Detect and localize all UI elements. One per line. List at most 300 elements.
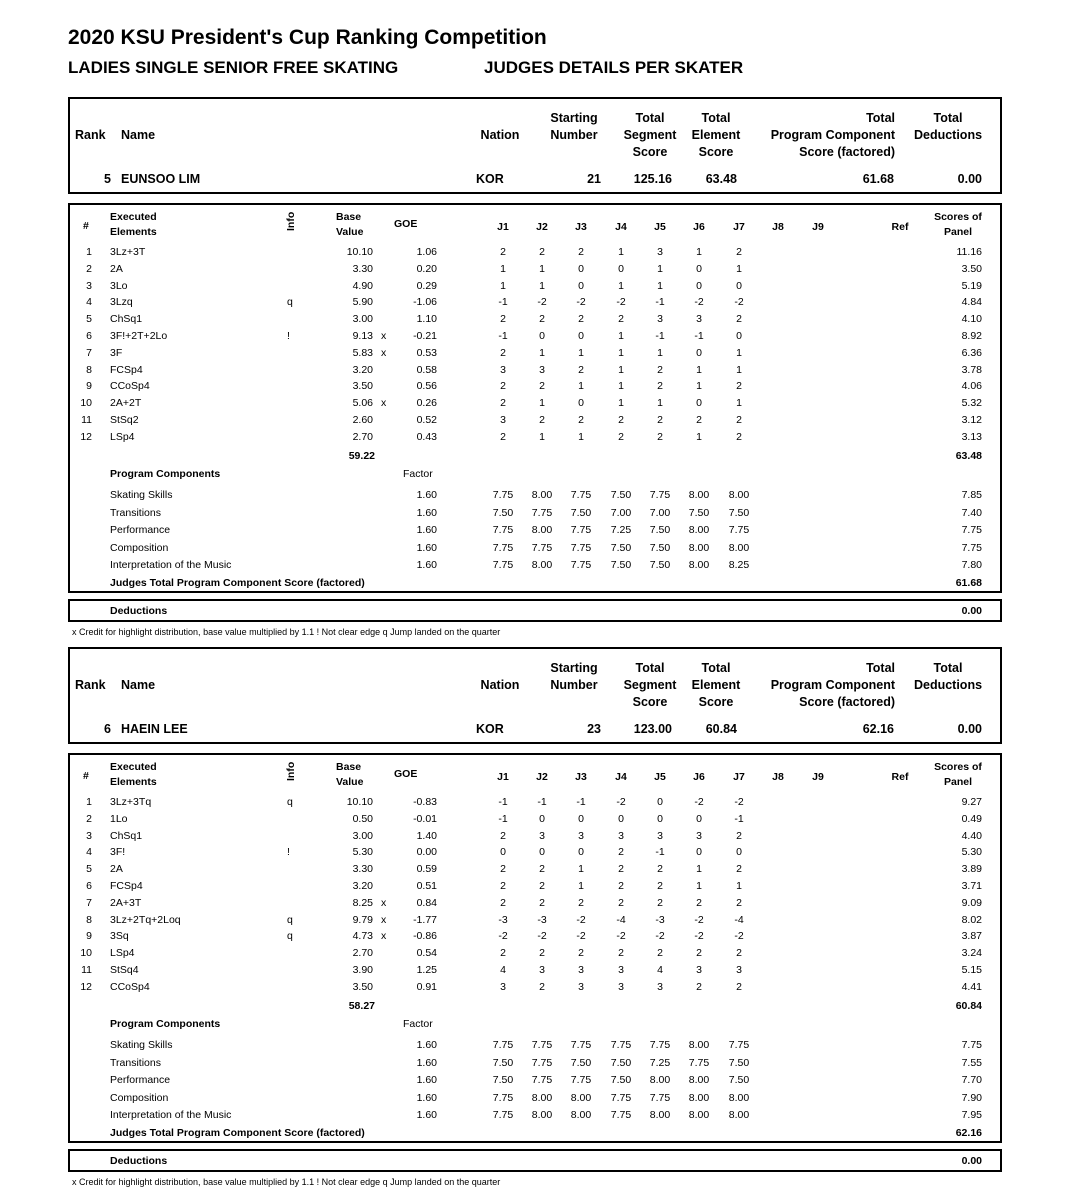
element-goe: 0.53	[416, 346, 437, 359]
element-number: 4	[86, 846, 92, 859]
element-panel-score: 5.15	[961, 964, 982, 976]
element-judge-score: 2	[657, 380, 663, 393]
element-judge-score: 1	[736, 397, 742, 410]
base-value-header: Base	[336, 211, 362, 223]
element-judge-score: 0	[578, 279, 584, 292]
scores-of-panel-header: Scores of	[934, 761, 982, 773]
element-code: 3F!+2T+2Lo	[110, 330, 168, 342]
element-base-value: 3.20	[352, 880, 373, 892]
element-judge-score: 1	[618, 397, 624, 410]
element-judge-score: 0	[696, 812, 702, 825]
element-judge-score: 3	[500, 980, 506, 993]
total-pcs-header: Total	[866, 111, 895, 125]
element-goe: -0.86	[413, 930, 437, 943]
component-judge-score: 8.00	[649, 1109, 671, 1122]
component-judge-score: 8.00	[688, 1091, 710, 1104]
element-judge-score: 0	[539, 330, 545, 342]
component-judge-score: 7.75	[570, 541, 592, 554]
rank-header: Rank	[75, 678, 106, 692]
element-judge-score: 0	[657, 796, 663, 808]
element-judge-score: 2	[657, 880, 663, 892]
element-judge-score: 2	[736, 246, 742, 258]
element-base-value: 3.00	[352, 313, 373, 326]
element-goe: 0.52	[416, 414, 437, 426]
component-factor: 1.60	[416, 506, 437, 519]
element-judge-score: 2	[618, 880, 624, 892]
element-judge-score: -1	[498, 812, 508, 825]
element-judge-score: 3	[736, 964, 742, 976]
element-code: 2A+3T	[110, 896, 142, 909]
element-judge-score: 1	[736, 880, 742, 892]
element-code: 2A	[110, 262, 123, 275]
element-judge-score: 2	[539, 896, 545, 909]
element-judge-score: -1	[537, 796, 547, 808]
element-number: 12	[80, 980, 92, 993]
component-judge-score: 7.75	[728, 524, 750, 537]
element-base-value: 2.70	[352, 947, 373, 960]
element-judge-score: 2	[618, 846, 624, 859]
element-judge-score: 2	[657, 430, 663, 443]
element-judge-score: 3	[657, 313, 663, 326]
element-base-value: 3.30	[352, 262, 373, 275]
component-judge-score: 7.75	[492, 1091, 514, 1104]
component-factor: 1.60	[416, 1074, 437, 1087]
component-judge-score: 8.00	[531, 524, 553, 537]
element-goe: 0.26	[416, 397, 437, 410]
component-judge-score: 7.50	[492, 1074, 514, 1087]
component-judge-score: 7.50	[492, 1056, 514, 1069]
judge-header-j3: J3	[575, 771, 587, 783]
total-element-score-header: Total	[701, 661, 731, 675]
element-number: 10	[80, 397, 92, 410]
element-base-value: 3.30	[352, 863, 373, 876]
element-judge-score: 3	[539, 363, 545, 376]
element-judge-score: -4	[734, 913, 744, 926]
element-judge-score: -1	[498, 296, 508, 309]
element-goe: 0.00	[416, 846, 437, 859]
event-subtitle: LADIES SINGLE SENIOR FREE SKATING	[68, 58, 399, 77]
component-factor: 1.60	[416, 1039, 437, 1051]
component-judge-score: 7.75	[570, 1039, 592, 1051]
component-panel-score: 7.95	[961, 1109, 982, 1122]
deductions-value: 0.00	[961, 605, 982, 617]
element-base-value: 2.60	[352, 414, 373, 426]
component-judge-score: 8.00	[649, 1074, 671, 1087]
component-judge-score: 8.00	[688, 524, 710, 537]
total-deductions-header: Total	[933, 111, 963, 125]
element-judge-score: -1	[655, 330, 665, 342]
element-judge-score: 1	[578, 380, 584, 393]
element-judge-score: 1	[578, 863, 584, 876]
element-panel-score: 3.71	[961, 880, 982, 892]
skater-name: HAEIN LEE	[121, 722, 188, 736]
element-panel-score: 4.10	[961, 313, 982, 326]
element-judge-score: 1	[578, 346, 584, 359]
element-goe: 0.51	[416, 880, 437, 892]
element-judge-score: -1	[498, 796, 508, 808]
element-base-value: 8.25	[352, 896, 373, 909]
component-judge-score: 7.50	[570, 1056, 592, 1069]
element-number: 10	[80, 947, 92, 960]
element-judge-score: 2	[657, 947, 663, 960]
component-panel-score: 7.80	[961, 559, 982, 572]
element-goe: -0.83	[413, 796, 437, 808]
element-judge-score: -2	[655, 930, 665, 943]
component-judge-score: 7.75	[610, 1109, 632, 1122]
element-judge-score: 2	[500, 397, 506, 410]
component-panel-score: 7.85	[961, 489, 982, 501]
element-judge-score: 2	[578, 414, 584, 426]
element-base-value: 9.13	[352, 330, 373, 342]
total-pcs-header: Program Component	[770, 128, 895, 142]
page-title: 2020 KSU President's Cup Ranking Competition	[68, 26, 547, 49]
component-judge-score: 8.00	[688, 1109, 710, 1122]
element-judge-score: 3	[657, 980, 663, 993]
element-base-value: 4.73	[352, 930, 373, 943]
executed-elements-header: Elements	[110, 226, 157, 238]
deductions-label: Deductions	[110, 1155, 168, 1167]
element-judge-score: -2	[537, 930, 547, 943]
element-judge-score: -2	[694, 930, 704, 943]
element-judge-score: 1	[696, 880, 702, 892]
judge-header-j4: J4	[615, 771, 627, 783]
skater-rank: 6	[104, 722, 111, 736]
element-number: 4	[86, 296, 92, 309]
element-info-flag: !	[287, 330, 290, 342]
element-goe: 0.84	[416, 896, 437, 909]
element-judge-score: 1	[618, 246, 624, 258]
component-factor: 1.60	[416, 1091, 437, 1104]
component-judge-score: 7.75	[531, 1074, 553, 1087]
element-judge-score: 0	[618, 812, 624, 825]
judges-total-pcs-label: Judges Total Program Component Score (factored)	[110, 577, 365, 589]
scores-of-panel-header: Panel	[943, 776, 972, 788]
element-info-flag: !	[287, 846, 290, 859]
skater-rank: 5	[104, 172, 111, 186]
component-name: Performance	[110, 524, 171, 537]
element-number-header: #	[83, 770, 89, 782]
element-judge-score: 2	[500, 896, 506, 909]
component-judge-score: 7.75	[610, 1039, 632, 1051]
component-judge-score: 7.50	[688, 506, 710, 519]
judge-header-j5: J5	[654, 771, 666, 783]
element-judge-score: 1	[657, 262, 663, 275]
element-goe: 0.43	[416, 430, 437, 443]
component-judge-score: 7.50	[728, 1074, 750, 1087]
component-judge-score: 7.00	[610, 506, 632, 519]
component-judge-score: 8.00	[531, 559, 553, 572]
element-judge-score: 3	[618, 829, 624, 842]
element-judge-score: 2	[578, 246, 584, 258]
element-judge-score: 1	[539, 262, 545, 275]
element-judge-score: -4	[616, 913, 626, 926]
element-judge-score: 2	[618, 947, 624, 960]
deductions-label: Deductions	[110, 605, 168, 617]
starting-number-header: Number	[550, 128, 598, 142]
element-judge-score: 1	[578, 430, 584, 443]
element-code: 3Lz+3T	[110, 246, 146, 258]
element-goe: 0.56	[416, 380, 437, 393]
legend-note: x Credit for highlight distribution, base value multiplied by 1.1 ! Not clear edge q Jump landed on the quarter	[72, 1177, 501, 1187]
element-goe: -1.77	[413, 913, 437, 926]
element-code: StSq2	[110, 414, 139, 426]
element-judge-score: 3	[500, 363, 506, 376]
total-pcs-header: Total	[866, 661, 895, 675]
element-judge-score: -1	[655, 296, 665, 309]
element-judge-score: 2	[500, 380, 506, 393]
element-bonus-flag: x	[381, 930, 387, 943]
component-judge-score: 7.00	[649, 506, 671, 519]
program-components-heading: Program Components	[110, 1018, 221, 1030]
element-code: 3Lz+2Tq+2Loq	[110, 913, 181, 926]
name-header: Name	[121, 128, 156, 142]
deductions-value: 0.00	[961, 1155, 982, 1167]
component-factor: 1.60	[416, 559, 437, 572]
skater-tss: 123.00	[633, 722, 672, 736]
total-element-score-header: Score	[698, 695, 734, 709]
element-goe: 0.91	[416, 980, 437, 993]
element-judge-score: -2	[734, 930, 744, 943]
element-panel-score: 4.40	[961, 829, 982, 842]
element-number: 11	[81, 414, 92, 426]
component-judge-score: 8.00	[688, 541, 710, 554]
element-judge-score: 0	[736, 279, 742, 292]
element-judge-score: 2	[618, 414, 624, 426]
component-judge-score: 8.00	[688, 1039, 710, 1051]
element-judge-score: -2	[734, 796, 744, 808]
total-segment-score-header: Segment	[623, 128, 677, 142]
element-judge-score: 2	[618, 896, 624, 909]
element-base-value: 3.90	[352, 964, 373, 976]
component-judge-score: 8.00	[570, 1109, 592, 1122]
element-judge-score: 1	[578, 880, 584, 892]
element-judge-score: 1	[696, 363, 702, 376]
component-name: Interpretation of the Music	[110, 1109, 232, 1122]
judge-header-j8: J8	[772, 221, 784, 233]
element-code: 2A	[110, 863, 123, 876]
element-base-value: 5.06	[352, 397, 373, 410]
element-panel-score: 6.36	[961, 346, 982, 359]
element-code: 3Lzq	[110, 296, 133, 309]
element-judge-score: 2	[736, 414, 742, 426]
element-base-value: 2.70	[352, 430, 373, 443]
element-panel-score: 3.87	[961, 930, 982, 943]
component-judge-score: 7.75	[492, 489, 514, 501]
element-judge-score: 2	[539, 947, 545, 960]
element-judge-score: 1	[539, 430, 545, 443]
judge-header-j6: J6	[693, 771, 705, 783]
component-judge-score: 7.50	[649, 559, 671, 572]
element-judge-score: 1	[500, 262, 506, 275]
element-base-value: 10.10	[346, 246, 373, 258]
element-code: CCoSp4	[110, 380, 150, 393]
element-base-value: 0.50	[352, 812, 373, 825]
element-judge-score: 2	[500, 346, 506, 359]
element-judge-score: -2	[694, 913, 704, 926]
total-pcs-header: Score (factored)	[799, 695, 895, 709]
total-pcs-header: Score (factored)	[799, 145, 895, 159]
element-panel-score: 5.32	[961, 397, 982, 410]
component-judge-score: 7.50	[610, 489, 632, 501]
element-judge-score: 2	[539, 980, 545, 993]
ref-header: Ref	[891, 771, 909, 783]
component-judge-score: 7.75	[492, 1039, 514, 1051]
component-factor: 1.60	[416, 1056, 437, 1069]
component-factor: 1.60	[416, 1109, 437, 1122]
element-goe: 0.58	[416, 363, 437, 376]
element-judge-score: 1	[618, 346, 624, 359]
element-number: 11	[81, 964, 92, 976]
element-number: 2	[86, 812, 92, 825]
element-number: 7	[86, 346, 92, 359]
component-name: Composition	[110, 541, 169, 554]
judge-header-j5: J5	[654, 221, 666, 233]
component-panel-score: 7.75	[961, 1039, 982, 1051]
element-judge-score: 2	[539, 863, 545, 876]
judges-total-pcs-value: 61.68	[955, 577, 982, 589]
element-judge-score: 3	[618, 964, 624, 976]
judge-header-j2: J2	[536, 221, 548, 233]
element-judge-score: -1	[576, 796, 586, 808]
element-judge-score: 2	[736, 896, 742, 909]
element-judge-score: 0	[578, 397, 584, 410]
element-goe: 1.25	[416, 964, 437, 976]
judge-header-j3: J3	[575, 221, 587, 233]
component-judge-score: 7.75	[570, 489, 592, 501]
element-judge-score: 3	[696, 313, 702, 326]
element-judge-score: 2	[578, 363, 584, 376]
element-judge-score: 3	[696, 964, 702, 976]
base-value-total: 58.27	[348, 999, 375, 1012]
element-judge-score: 2	[539, 313, 545, 326]
element-judge-score: 1	[696, 246, 702, 258]
executed-elements-header: Elements	[110, 776, 157, 788]
element-judge-score: 0	[696, 262, 702, 275]
element-judge-score: -1	[734, 812, 744, 825]
tes-total: 63.48	[955, 449, 982, 462]
component-judge-score: 7.50	[610, 1074, 632, 1087]
element-judge-score: 2	[696, 414, 702, 426]
judge-header-j1: J1	[497, 771, 509, 783]
element-judge-score: 0	[578, 262, 584, 275]
component-name: Transitions	[110, 1056, 161, 1069]
element-panel-score: 3.50	[961, 262, 982, 275]
element-judge-score: 3	[578, 964, 584, 976]
element-number: 7	[86, 896, 92, 909]
element-judge-score: 0	[539, 846, 545, 859]
total-deductions-header: Deductions	[913, 678, 983, 692]
program-components-heading: Program Components	[110, 468, 221, 480]
element-goe: -0.21	[413, 330, 437, 342]
starting-number-header: Starting	[550, 111, 598, 125]
component-judge-score: 7.75	[649, 1039, 671, 1051]
element-judge-score: 2	[500, 947, 506, 960]
element-panel-score: 4.84	[961, 296, 982, 309]
executed-elements-header: Executed	[110, 211, 157, 223]
component-judge-score: 8.00	[728, 541, 750, 554]
component-judge-score: 7.50	[610, 1056, 632, 1069]
component-factor: 1.60	[416, 524, 437, 537]
component-judge-score: 7.75	[610, 1091, 632, 1104]
report-subtitle: JUDGES DETAILS PER SKATER	[484, 58, 744, 77]
element-code: ChSq1	[110, 829, 143, 842]
element-judge-score: 2	[618, 313, 624, 326]
element-judge-score: 2	[696, 896, 702, 909]
element-judge-score: 2	[696, 947, 702, 960]
element-judge-score: 2	[578, 896, 584, 909]
element-code: LSp4	[110, 947, 135, 960]
skater-tss: 125.16	[633, 172, 672, 186]
base-value-header: Value	[336, 226, 364, 238]
component-panel-score: 7.55	[961, 1056, 982, 1069]
element-judge-score: 1	[618, 330, 624, 342]
judge-header-j8: J8	[772, 771, 784, 783]
component-name: Composition	[110, 1091, 169, 1104]
element-judge-score: -2	[734, 296, 744, 309]
element-bonus-flag: x	[381, 397, 387, 410]
element-judge-score: 3	[578, 829, 584, 842]
element-panel-score: 11.16	[956, 246, 982, 258]
element-judge-score: 1	[696, 430, 702, 443]
component-judge-score: 7.75	[570, 559, 592, 572]
judge-header-j6: J6	[693, 221, 705, 233]
element-number: 3	[86, 829, 92, 842]
component-judge-score: 7.75	[492, 1109, 514, 1122]
component-panel-score: 7.90	[961, 1091, 982, 1104]
element-code: 3F	[110, 346, 123, 359]
component-judge-score: 8.00	[531, 1109, 553, 1122]
component-judge-score: 8.00	[688, 1074, 710, 1087]
element-judge-score: 3	[500, 414, 506, 426]
element-code: 3Lo	[110, 279, 128, 292]
executed-elements-header: Executed	[110, 761, 157, 773]
element-bonus-flag: x	[381, 896, 387, 909]
total-segment-score-header: Segment	[623, 678, 677, 692]
element-judge-score: -2	[694, 296, 704, 309]
total-segment-score-header: Total	[635, 111, 665, 125]
element-panel-score: 8.02	[961, 913, 982, 926]
component-judge-score: 7.50	[492, 506, 514, 519]
element-code: 3Lz+3Tq	[110, 796, 152, 808]
element-code: FCSp4	[110, 363, 143, 376]
element-judge-score: -1	[694, 330, 704, 342]
element-panel-score: 3.12	[961, 414, 982, 426]
starting-number-header: Starting	[550, 661, 598, 675]
element-number: 3	[86, 279, 92, 292]
element-panel-score: 4.41	[961, 980, 982, 993]
skater-pcs: 61.68	[862, 172, 894, 186]
component-judge-score: 7.75	[531, 506, 553, 519]
element-panel-score: 9.09	[961, 896, 982, 909]
judge-header-j4: J4	[615, 221, 627, 233]
element-judge-score: 2	[657, 363, 663, 376]
component-name: Skating Skills	[110, 489, 173, 501]
component-judge-score: 7.75	[531, 1039, 553, 1051]
component-judge-score: 7.50	[649, 524, 671, 537]
element-number: 5	[86, 313, 92, 326]
element-panel-score: 3.78	[961, 363, 982, 376]
element-judge-score: 3	[657, 829, 663, 842]
factor-heading: Factor	[403, 468, 433, 480]
element-judge-score: 2	[578, 313, 584, 326]
goe-header: GOE	[394, 768, 418, 780]
component-judge-score: 8.25	[728, 559, 750, 572]
element-code: StSq4	[110, 964, 139, 976]
total-segment-score-header: Score	[632, 145, 668, 159]
scores-of-panel-header: Panel	[943, 226, 972, 238]
element-judge-score: 0	[578, 846, 584, 859]
element-judge-score: 2	[736, 829, 742, 842]
